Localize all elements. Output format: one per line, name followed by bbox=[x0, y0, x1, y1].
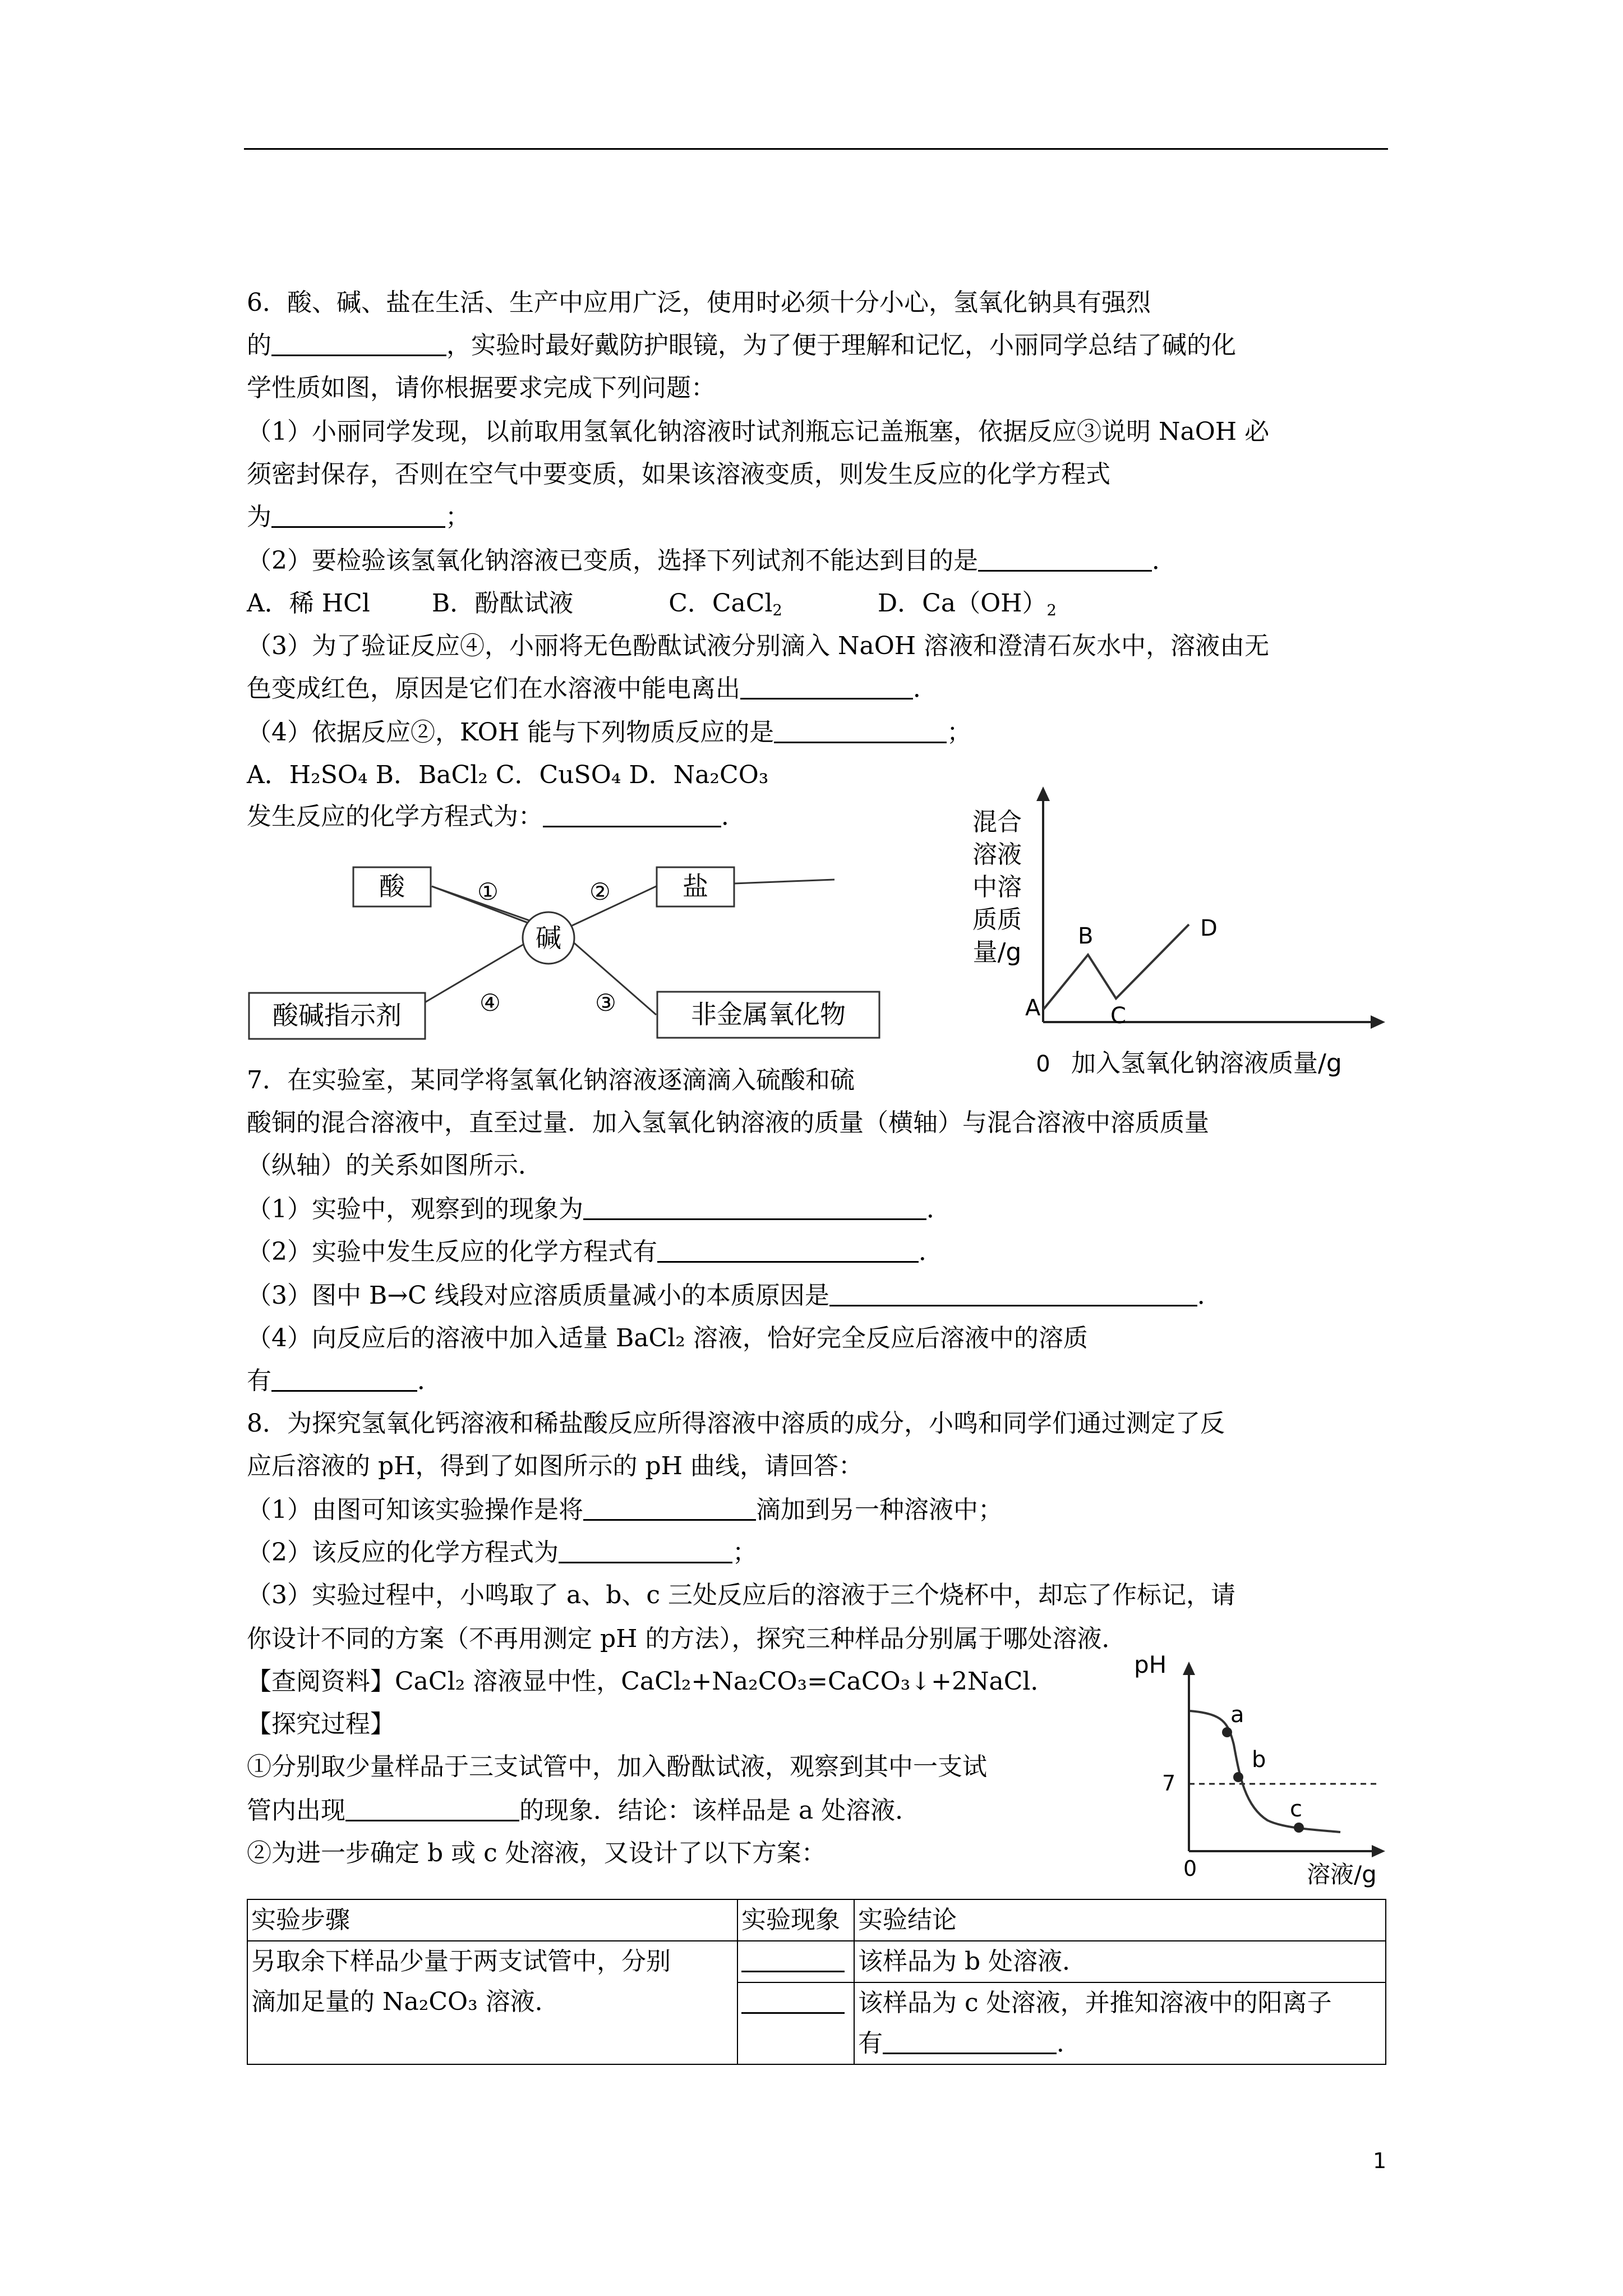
q8-line-1: 8．为探究氢氧化钙溶液和稀盐酸反应所得溶液中溶质的成分，小鸣和同学们通过测定了反 bbox=[247, 1409, 1225, 1438]
base-label: 碱 bbox=[536, 923, 561, 953]
q8-line-2: 应后溶液的 pH，得到了如图所示的 pH 曲线，请回答： bbox=[247, 1452, 864, 1480]
q7-sub1: （1）实验中，观察到的现象为 ． bbox=[247, 1195, 951, 1223]
q7-point-d: D bbox=[1200, 915, 1218, 941]
q6-sub1-line-3: 为 ； bbox=[247, 503, 470, 531]
q7-y-label-1: 混合 bbox=[972, 808, 1022, 836]
q7-y-label-3: 中溶 bbox=[972, 873, 1022, 901]
q8-step2: ②为进一步确定 b 或 c 处溶液，又设计了以下方案： bbox=[247, 1839, 826, 1867]
table-row bbox=[247, 1941, 1386, 1982]
reaction-3-label: ③ bbox=[595, 989, 616, 1016]
option-c: C．CaCl$_2$ bbox=[668, 589, 782, 619]
q6-sub2-options bbox=[247, 582, 1057, 625]
q7-point-b: B bbox=[1078, 923, 1094, 949]
q7-line-1: 7．在实验室，某同学将氢氧化钠溶液逐滴滴入硫酸和硫 bbox=[247, 1066, 855, 1094]
answer-blank[interactable] bbox=[774, 718, 947, 743]
conclusion-cell-1: 该样品为 b 处溶液． bbox=[854, 1941, 1386, 1982]
answer-blank[interactable] bbox=[345, 1796, 519, 1821]
q6-sub3-line-1: （3）为了验证反应④，小丽将无色酚酞试液分别滴入 NaOH 溶液和澄清石灰水中，溶液由无 bbox=[247, 632, 1270, 660]
answer-blank[interactable] bbox=[271, 331, 446, 356]
q7-line-2: 酸铜的混合溶液中，直至过量．加入氢氧化钠溶液的质量（横轴）与混合溶液中溶质质量 bbox=[247, 1108, 1209, 1137]
q6-sub1-line-2: 须密封保存，否则在空气中要变质，如果该溶液变质，则发生反应的化学方程式 bbox=[247, 460, 1110, 489]
header-phenomenon: 实验现象 bbox=[737, 1899, 854, 1941]
q6-line-2: 的 ，实验时最好戴防护眼镜，为了便于理解和记忆，小丽同学总结了碱的化 bbox=[247, 331, 1236, 360]
reaction-1-label: ① bbox=[477, 878, 499, 905]
base-properties-diagram bbox=[241, 841, 914, 1055]
q6-sub3-line-2: 色变成红色，原因是它们在水溶液中能电离出 ． bbox=[247, 674, 938, 703]
indicator-label: 酸碱指示剂 bbox=[273, 1000, 402, 1030]
ph-seven: 7 bbox=[1162, 1771, 1176, 1796]
q7-sub2: （2）实验中发生反应的化学方程式有 ． bbox=[247, 1237, 943, 1266]
answer-blank[interactable] bbox=[829, 1281, 1197, 1306]
experiment-table bbox=[247, 1899, 1386, 2065]
q8-sub2: （2）该反应的化学方程式为 ； bbox=[247, 1538, 757, 1567]
q6-sub1-line-1: （1）小丽同学发现，以前取用氢氧化钠溶液时试剂瓶忘记盖瓶塞，依据反应③说明 NaOH 必 bbox=[247, 417, 1270, 446]
answer-blank[interactable] bbox=[583, 1496, 756, 1521]
option-d: D．$Ca(OH)_2$ bbox=[877, 589, 1057, 619]
q6-sub4: （4）依据反应②，KOH 能与下列物质反应的是 ； bbox=[247, 718, 972, 747]
q7-y-label-5: 量/g bbox=[972, 938, 1022, 967]
q7-curve bbox=[1043, 924, 1189, 1010]
phenomenon-cell-1 bbox=[737, 1941, 854, 1982]
answer-blank[interactable] bbox=[271, 1366, 417, 1392]
ph-point-a bbox=[1222, 1727, 1232, 1737]
table-header-row bbox=[247, 1899, 1386, 1941]
ph-label-a: a bbox=[1230, 1702, 1244, 1728]
q6-line-3: 学性质如图，请你根据要求完成下列问题： bbox=[247, 374, 716, 402]
q6-equation-line: 发生反应的化学方程式为： ． bbox=[247, 802, 746, 831]
q7-sub4-line-1: （4）向反应后的溶液中加入适量 BaCl₂ 溶液，恰好完全反应后溶液中的溶质 bbox=[247, 1324, 1088, 1352]
answer-blank[interactable] bbox=[271, 503, 445, 528]
conclusion-cell-2: 该样品为 c 处溶液，并推知溶液中的阳离子 有 ． bbox=[854, 1982, 1386, 2064]
ph-point-c bbox=[1294, 1823, 1304, 1833]
q6-sub4-options: A．H₂SO₄ B．BaCl₂ C．CuSO₄ D．Na₂CO₃ bbox=[247, 761, 769, 789]
q7-sub4-line-2: 有 ． bbox=[247, 1366, 442, 1395]
answer-blank[interactable] bbox=[657, 1237, 919, 1263]
answer-blank[interactable] bbox=[543, 802, 721, 827]
answer-blank[interactable] bbox=[978, 546, 1152, 572]
ph-y-label: pH bbox=[1134, 1651, 1167, 1678]
answer-blank[interactable] bbox=[741, 1947, 845, 1972]
answer-blank[interactable] bbox=[583, 1195, 926, 1220]
q8-process-heading: 【探究过程】 bbox=[247, 1710, 395, 1738]
q8-reference-info: 【查阅资料】CaCl₂ 溶液显中性，CaCl₂+Na₂CO₃=CaCO₃↓+2NaCl． bbox=[247, 1667, 1055, 1696]
option-a: A．稀 HCl bbox=[247, 589, 370, 618]
reaction-4-label: ④ bbox=[479, 989, 501, 1016]
reaction-2-label: ② bbox=[589, 878, 611, 905]
ph-label-c: c bbox=[1290, 1796, 1302, 1822]
q8-sub1: （1）由图可知该实验操作是将 滴加到另一种溶液中； bbox=[247, 1496, 1003, 1524]
page-number: 1 bbox=[1373, 2148, 1387, 2173]
acid-label: 酸 bbox=[379, 871, 405, 901]
salt-label: 盐 bbox=[683, 871, 708, 901]
q6-line-1: 6．酸、碱、盐在生活、生产中应用广泛，使用时必须十分小心，氢氧化钠具有强烈 bbox=[247, 288, 1151, 317]
q7-x-label: 加入氢氧化钠溶液质量/g bbox=[1071, 1049, 1342, 1078]
q7-point-c: C bbox=[1110, 1003, 1126, 1029]
q6-sub2: （2）要检验该氢氧化钠溶液已变质，选择下列试剂不能达到目的是 ． bbox=[247, 546, 1177, 575]
answer-blank[interactable] bbox=[883, 2029, 1057, 2054]
header-conclusion: 实验结论 bbox=[854, 1899, 1386, 1941]
q7-sub3: （3）图中 B→C 线段对应溶质质量减小的本质原因是 ． bbox=[247, 1281, 1222, 1310]
q8-sub3-line-1: （3）实验过程中，小鸣取了 a、b、c 三处反应后的溶液于三个烧杯中，却忘了作标记，请 bbox=[247, 1581, 1236, 1609]
phenomenon-cell-2 bbox=[737, 1982, 854, 2064]
q8-step1-line-2: 管内出现 的现象．结论：该样品是 a 处溶液． bbox=[247, 1796, 920, 1825]
answer-blank[interactable] bbox=[559, 1538, 732, 1563]
ph-origin: 0 bbox=[1183, 1856, 1197, 1881]
step-cell: 另取余下样品少量于两支试管中，分别 滴加足量的 Na₂CO₃ 溶液． bbox=[247, 1941, 737, 2064]
q7-graph bbox=[953, 774, 1402, 1099]
oxide-label: 非金属氧化物 bbox=[691, 999, 846, 1029]
option-b: B．酚酞试液 bbox=[431, 589, 574, 618]
ph-graph bbox=[1127, 1649, 1408, 1896]
answer-blank[interactable] bbox=[740, 674, 913, 700]
ph-point-b bbox=[1233, 1772, 1243, 1782]
q8-step1-line-1: ①分别取少量样品于三支试管中，加入酚酞试液，观察到其中一支试 bbox=[247, 1752, 987, 1781]
q7-origin: 0 bbox=[1036, 1051, 1050, 1077]
q7-line-3: （纵轴）的关系如图所示． bbox=[247, 1151, 543, 1180]
answer-blank[interactable] bbox=[741, 1989, 845, 2014]
header-rule bbox=[244, 148, 1388, 150]
ph-x-label: 溶液/g bbox=[1307, 1861, 1377, 1888]
q7-point-a: A bbox=[1025, 995, 1041, 1021]
q8-sub3-line-2: 你设计不同的方案（不再用测定 pH 的方法），探究三种样品分别属于哪处溶液． bbox=[247, 1625, 1127, 1653]
q7-y-label-2: 溶液 bbox=[972, 840, 1022, 869]
header-step: 实验步骤 bbox=[247, 1899, 737, 1941]
ph-label-b: b bbox=[1252, 1747, 1266, 1773]
q7-y-label-4: 质质 bbox=[972, 905, 1022, 934]
